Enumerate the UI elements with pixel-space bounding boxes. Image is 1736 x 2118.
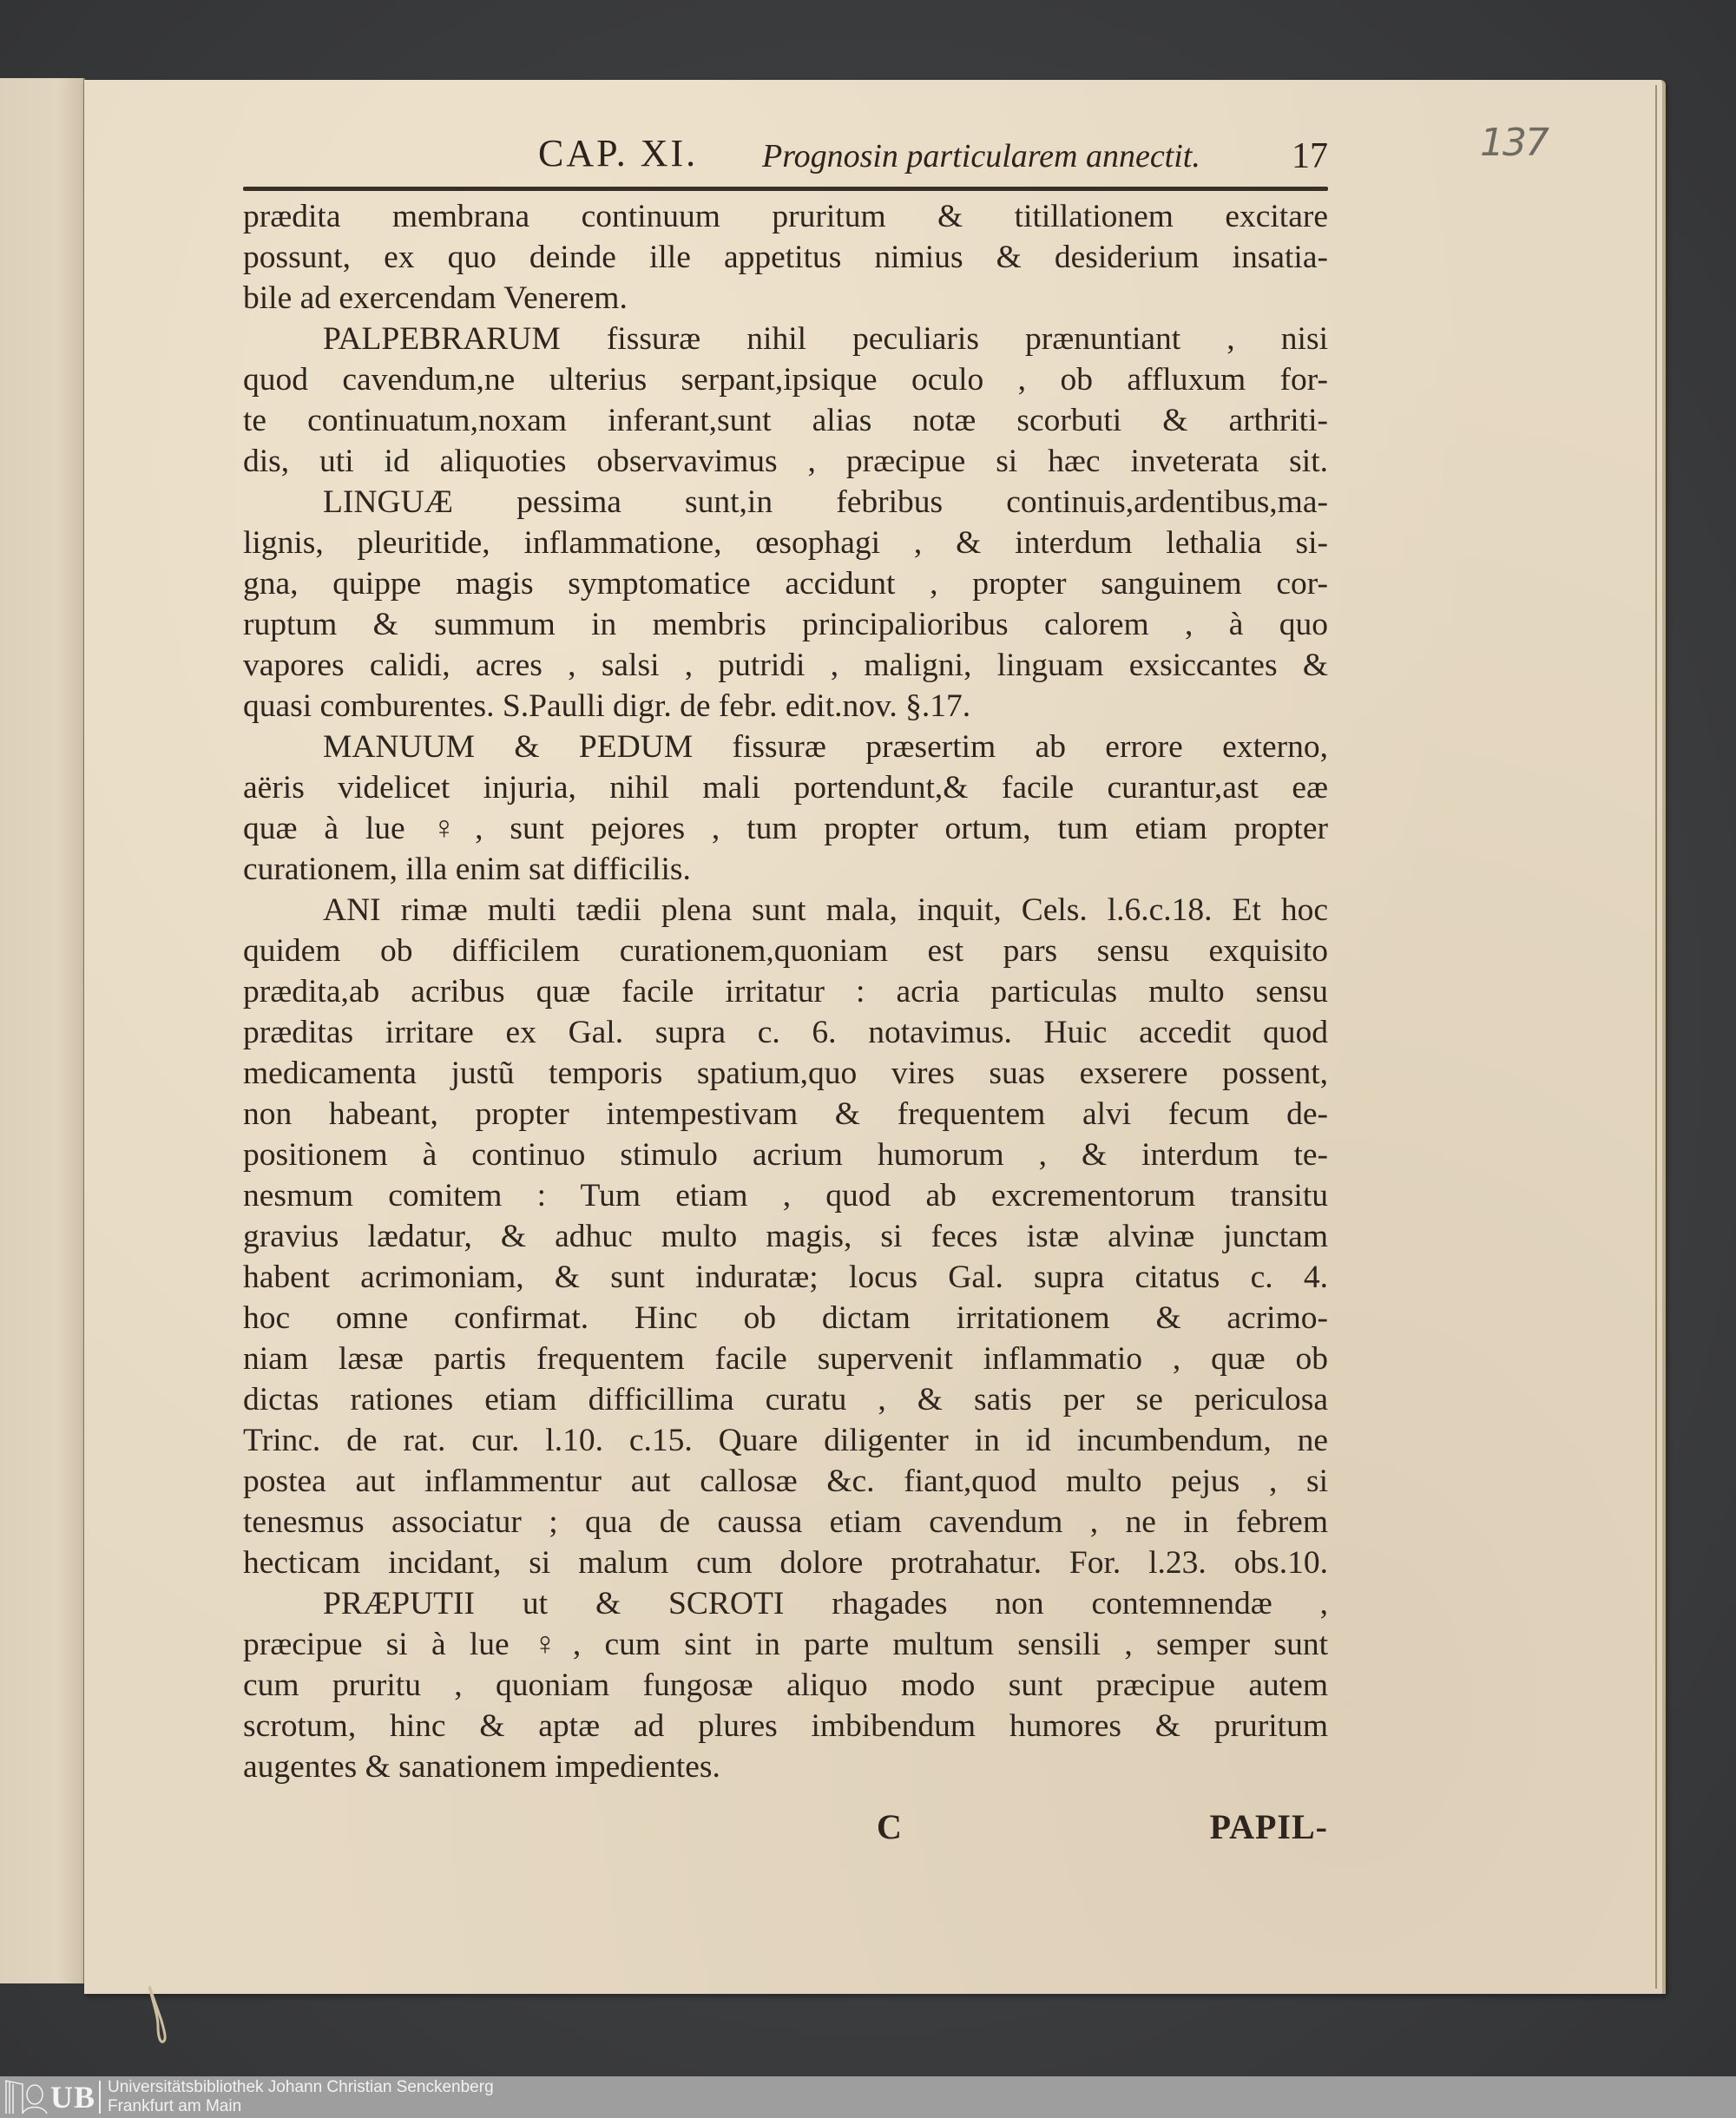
text-line: quæ à lue ♀, sunt pejores , tum propter ortum, tum etiam propter [243, 811, 1328, 846]
footer-institution [108, 2078, 494, 2116]
text-line: quod cavendum,ne ulterius serpant,ipsique oculo , ob affluxum for- [243, 362, 1328, 398]
text-line: niam læsæ partis frequentem facile supervenit inflammatio , quæ ob [243, 1341, 1328, 1377]
institution-city: Frankfurt am Main [108, 2097, 242, 2115]
text-line: lignis, pleuritide, inflammatione, œsophagi , & interdum lethalia si- [243, 525, 1328, 561]
text-line: ruptum & summum in membris principalioribus calorem , à quo [243, 607, 1328, 642]
book-page [84, 80, 1666, 1994]
text-line: non habeant, propter intempestivam & frequentem alvi fecum de- [243, 1096, 1328, 1132]
text-line: gravius lædatur, & adhuc multo magis, si feces istæ alvinæ junctam [243, 1219, 1328, 1254]
text-line: hecticam incidant, si malum cum dolore protrahatur. For. l.23. obs.10. [243, 1545, 1328, 1581]
text-line: LINGUÆ pessima sunt,in febribus continuis,ardentibus,ma- [323, 484, 1328, 520]
text-line: præcipue si à lue ♀, cum sint in parte multum sensili , semper sunt [243, 1627, 1328, 1662]
ub-logo-text: UB [50, 2080, 96, 2115]
text-line: gna, quippe magis symptomatice accidunt , propter sanguinem cor- [243, 566, 1328, 602]
chapter-heading: CAP. XI. [538, 132, 699, 174]
ub-library-logo-icon [3, 2079, 49, 2115]
text-line: MANUUM & PEDUM fissuræ præsertim ab errore externo, [323, 729, 1328, 765]
library-footer-bar [0, 2076, 1736, 2118]
facing-page-edge [0, 78, 85, 1983]
binding-thread-icon [146, 1984, 172, 2045]
text-line: curationem, illa enim sat difficilis. [243, 852, 691, 887]
text-line: quasi comburentes. S.Paulli digr. de febr. edit.nov. §.17. [243, 688, 971, 724]
body-text [243, 196, 1328, 1787]
text-line: dictas rationes etiam difficillima curatu , & satis per se periculosa [243, 1382, 1328, 1417]
text-line: ANI rimæ multi tædii plena sunt mala, inquit, Cels. l.6.c.18. Et hoc [323, 892, 1328, 928]
text-line: PALPEBRARUM fissuræ nihil peculiaris prænuntiant , nisi [323, 321, 1328, 357]
text-line: quidem ob difficilem curationem,quoniam est pars sensu exquisito [243, 933, 1328, 969]
text-line: præditas irritare ex Gal. supra c. 6. notavimus. Huic accedit quod [243, 1015, 1328, 1050]
text-line: prædita membrana continuum pruritum & titillationem excitare [243, 199, 1328, 234]
text-line: possunt, ex quo deinde ille appetitus nimius & desiderium insatia- [243, 240, 1328, 275]
text-line: bile ad exercendam Venerem. [243, 280, 628, 316]
text-line: scrotum, hinc & aptæ ad plures imbibendum humores & pruritum [243, 1708, 1328, 1744]
text-line: Trinc. de rat. cur. l.10. c.15. Quare diligenter in id incumbendum, ne [243, 1423, 1328, 1458]
text-line: augentes & sanationem impedientes. [243, 1749, 720, 1785]
text-line: aëris videlicet injuria, nihil mali portendunt,& facile curantur,ast eæ [243, 770, 1328, 806]
text-line: vapores calidi, acres , salsi , putridi , maligni, linguam exsiccantes & [243, 648, 1328, 683]
catchword: PAPIL- [1209, 1807, 1328, 1846]
header-rule [243, 187, 1328, 191]
text-line: prædita,ab acribus quæ facile irritatur : acria particulas multo sensu [243, 974, 1328, 1010]
page-number: 17 [1292, 136, 1328, 176]
institution-name: Universitätsbibliothek Johann Christian Senckenberg [108, 2078, 494, 2096]
text-line: nesmum comitem : Tum etiam , quod ab excrementorum transitu [243, 1178, 1328, 1214]
text-line: cum pruritu , quoniam fungosæ aliquo modo sunt præcipue autem [243, 1667, 1328, 1703]
text-line: tenesmus associatur ; qua de caussa etiam cavendum , ne in febrem [243, 1504, 1328, 1540]
handwritten-folio-number: 137 [1480, 121, 1548, 165]
catchline [243, 1807, 1328, 1851]
text-line: dis, uti id aliquoties observavimus , præcipue si hæc inveterata sit. [243, 444, 1328, 479]
footer-divider [99, 2081, 101, 2114]
text-line: positionem à continuo stimulo acrium humorum , & interdum te- [243, 1137, 1328, 1173]
text-line: hoc omne confirmat. Hinc ob dictam irritationem & acrimo- [243, 1300, 1328, 1336]
text-line: medicamenta justũ temporis spatium,quo vires suas exserere possent, [243, 1056, 1328, 1091]
page-header [243, 132, 1328, 179]
text-line: postea aut inflammentur aut callosæ &c. fiant,quod multo pejus , si [243, 1464, 1328, 1499]
text-line: PRÆPUTII ut & SCROTI rhagades non contemnendæ , [323, 1586, 1328, 1621]
running-title: Prognosin particularem annectit. [762, 138, 1200, 174]
signature-mark: C [877, 1807, 902, 1846]
text-line: te continuatum,noxam inferant,sunt alias notæ scorbuti & arthriti- [243, 403, 1328, 438]
text-line: habent acrimoniam, & sunt induratæ; locus Gal. supra citatus c. 4. [243, 1260, 1328, 1295]
